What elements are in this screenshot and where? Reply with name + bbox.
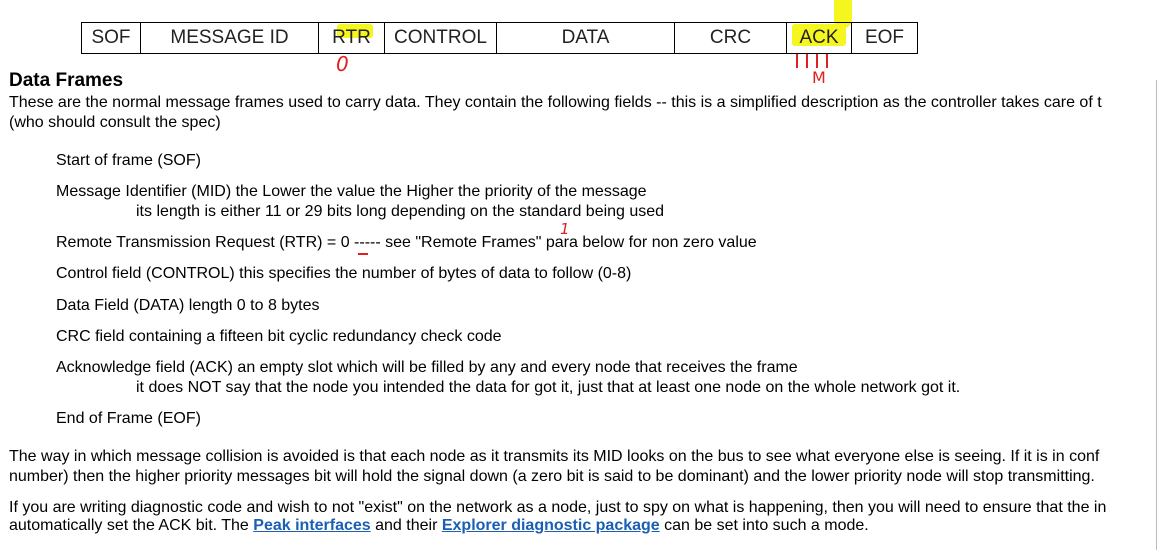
- can-frame-diagram: [81, 22, 918, 54]
- collision-line-1: The way in which message collision is avoided is that each node as it transmits its MID looks on the bus to see what everyone else is seeing. If it is in conf: [9, 448, 1100, 465]
- field-sof: Start of frame (SOF): [56, 152, 201, 169]
- ack-tick-mark: [806, 54, 808, 68]
- field-ack-detail: it does NOT say that the node you intended the data for got it, just that at least one node on the whole network got it.: [136, 379, 961, 396]
- field-rtr-label: Remote Transmission Request (RTR) =: [56, 234, 341, 251]
- diagnostic-text-c: can be set into such a mode.: [659, 517, 869, 534]
- diagnostic-line-1: If you are writing diagnostic code and wish to not "exist" on the network as a node, just to spy on what is happening, then you will need to ensure that the in: [9, 499, 1107, 516]
- diagnostic-text-b: and their: [370, 517, 442, 534]
- intro-line-1: These are the normal message frames used to carry data. They contain the following fields -- this is a simplified description as the controller takes care of t: [9, 94, 1102, 111]
- page-right-edge: [1156, 80, 1169, 550]
- rtr-annotation: 0: [336, 52, 349, 76]
- ack-tick-mark: [816, 54, 818, 68]
- explorer-diagnostic-package-link[interactable]: Explorer diagnostic package: [441, 517, 660, 534]
- intro-line-2: (who should consult the spec): [9, 114, 221, 131]
- frame-field-eof: EOF: [851, 23, 917, 53]
- ack-tick-mark: [826, 54, 828, 68]
- field-rtr-value: 0: [340, 234, 350, 251]
- diagnostic-text-a: automatically set the ACK bit. The: [9, 517, 254, 534]
- peak-interfaces-link[interactable]: Peak interfaces: [253, 517, 371, 534]
- ack-tick-mark: [796, 54, 798, 68]
- field-eof: End of Frame (EOF): [56, 410, 201, 427]
- frame-field-control: CONTROL: [384, 23, 496, 53]
- field-mid: Message Identifier (MID) the Lower the value the Higher the priority of the message: [56, 183, 647, 200]
- frame-field-message-id: MESSAGE ID: [140, 23, 318, 53]
- diagnostic-line-2: [9, 516, 869, 536]
- field-data: Data Field (DATA) length 0 to 8 bytes: [56, 297, 320, 314]
- remote-frames-annotation: 1: [560, 220, 570, 238]
- frame-field-crc: CRC: [674, 23, 786, 53]
- frame-field-ack: ACK: [786, 23, 851, 53]
- frame-field-rtr: RTR: [318, 23, 384, 53]
- field-rtr-note: ----- see "Remote Frames" para below for non zero value: [349, 234, 757, 251]
- field-ack: Acknowledge field (ACK) an empty slot which will be filled by any and every node that receives the frame: [56, 359, 798, 376]
- frame-field-data: DATA: [496, 23, 674, 53]
- field-rtr: [56, 233, 757, 253]
- field-mid-detail: its length is either 11 or 29 bits long depending on the standard being used: [136, 203, 665, 220]
- rtr-underline-mark: [358, 253, 368, 255]
- section-heading: Data Frames: [9, 70, 124, 91]
- field-control: Control field (CONTROL) this specifies the number of bytes of data to follow (0-8): [56, 265, 632, 282]
- collision-line-2: number) then the higher priority messages bit will hold the signal down (a zero bit is said to be dominant) and the lower priority node will stop transmitting.: [9, 468, 1095, 485]
- frame-field-sof: SOF: [91, 27, 131, 48]
- ack-annotation: M: [812, 68, 826, 87]
- field-crc: CRC field containing a fifteen bit cyclic redundancy check code: [56, 328, 502, 345]
